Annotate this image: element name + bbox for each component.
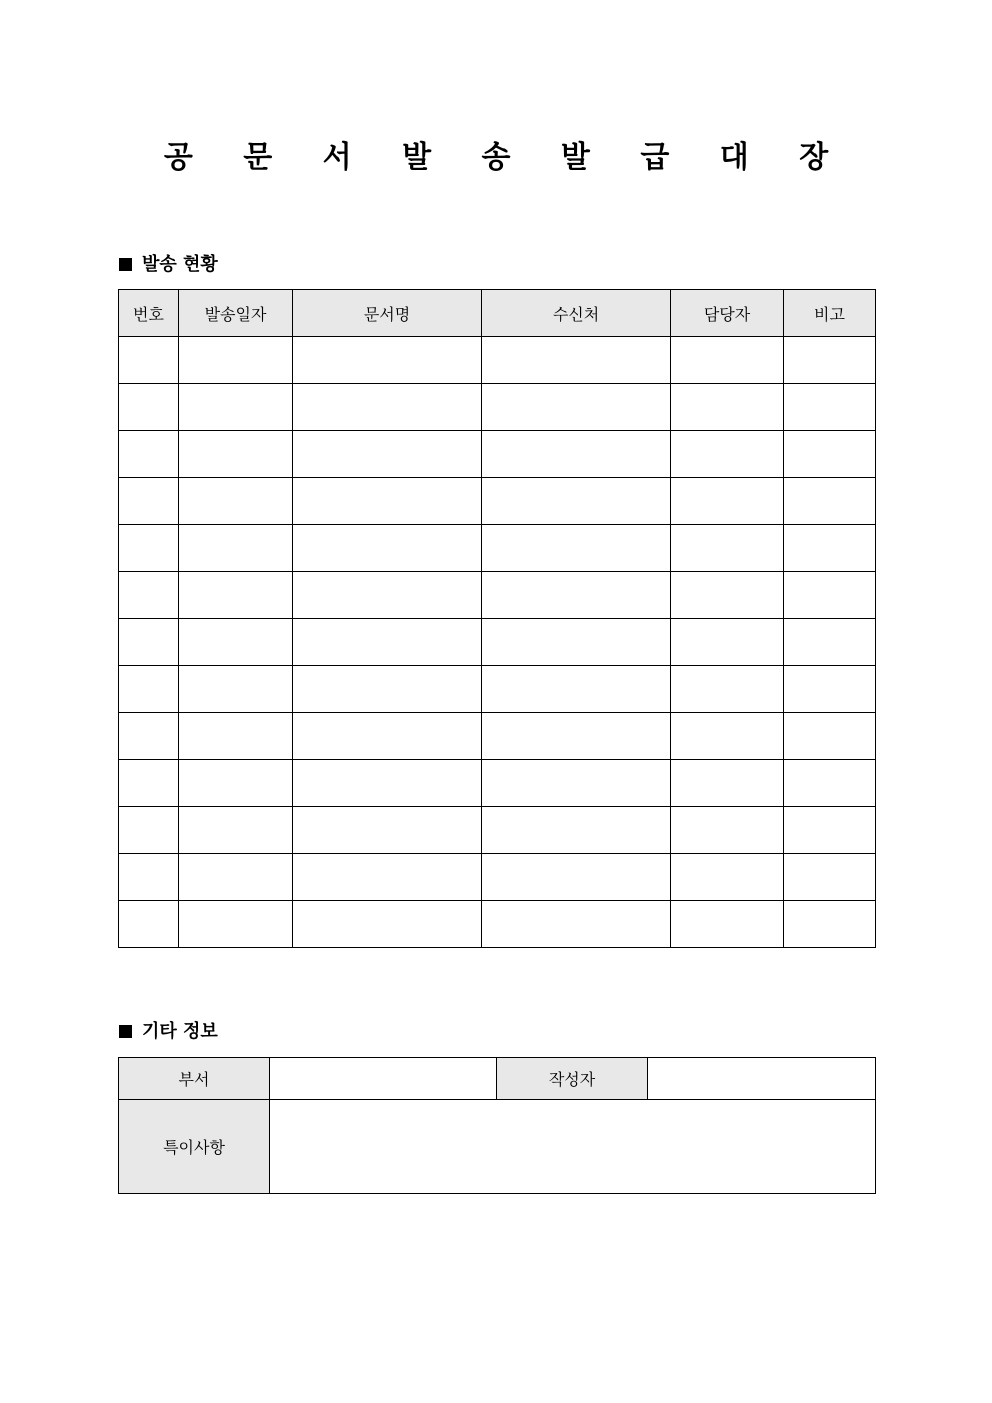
- cell-person-in-charge[interactable]: [671, 666, 784, 713]
- cell-document-name[interactable]: [293, 854, 482, 901]
- cell-dispatch-date[interactable]: [179, 572, 293, 619]
- remarks-label: 특이사항: [119, 1100, 270, 1194]
- cell-dispatch-date[interactable]: [179, 619, 293, 666]
- cell-remarks[interactable]: [784, 760, 876, 807]
- table-row: [119, 1058, 876, 1100]
- cell-document-name[interactable]: [293, 619, 482, 666]
- cell-document-name[interactable]: [293, 431, 482, 478]
- cell-number[interactable]: [119, 431, 179, 478]
- square-bullet-icon: [119, 258, 132, 271]
- table-row: [119, 1100, 876, 1194]
- table-row: [119, 478, 876, 525]
- cell-number[interactable]: [119, 854, 179, 901]
- cell-recipient[interactable]: [482, 384, 671, 431]
- table-row: [119, 854, 876, 901]
- cell-person-in-charge[interactable]: [671, 713, 784, 760]
- cell-person-in-charge[interactable]: [671, 901, 784, 948]
- table-row: [119, 431, 876, 478]
- table-row: [119, 760, 876, 807]
- table-row: [119, 337, 876, 384]
- cell-person-in-charge[interactable]: [671, 572, 784, 619]
- section-heading-dispatch: [119, 253, 218, 277]
- table-row: [119, 525, 876, 572]
- cell-number[interactable]: [119, 713, 179, 760]
- cell-document-name[interactable]: [293, 807, 482, 854]
- remarks-field[interactable]: [270, 1100, 876, 1194]
- cell-document-name[interactable]: [293, 337, 482, 384]
- section-heading-other-label: 기타 정보: [142, 1021, 218, 1042]
- table-row: [119, 901, 876, 948]
- page-title: 공 문 서 발 송 발 급 대 장: [163, 140, 849, 175]
- cell-recipient[interactable]: [482, 572, 671, 619]
- cell-remarks[interactable]: [784, 525, 876, 572]
- cell-dispatch-date[interactable]: [179, 431, 293, 478]
- cell-number[interactable]: [119, 666, 179, 713]
- author-field[interactable]: [648, 1058, 876, 1100]
- cell-recipient[interactable]: [482, 666, 671, 713]
- cell-number[interactable]: [119, 619, 179, 666]
- table-row: [119, 384, 876, 431]
- cell-number[interactable]: [119, 384, 179, 431]
- cell-remarks[interactable]: [784, 901, 876, 948]
- table-row: [119, 619, 876, 666]
- column-header-person-in-charge: 담당자: [671, 290, 784, 337]
- cell-remarks[interactable]: [784, 854, 876, 901]
- cell-dispatch-date[interactable]: [179, 854, 293, 901]
- author-label: 작성자: [497, 1058, 648, 1100]
- cell-remarks[interactable]: [784, 713, 876, 760]
- cell-document-name[interactable]: [293, 713, 482, 760]
- cell-recipient[interactable]: [482, 478, 671, 525]
- cell-person-in-charge[interactable]: [671, 431, 784, 478]
- cell-recipient[interactable]: [482, 525, 671, 572]
- cell-dispatch-date[interactable]: [179, 478, 293, 525]
- cell-dispatch-date[interactable]: [179, 807, 293, 854]
- cell-remarks[interactable]: [784, 431, 876, 478]
- cell-remarks[interactable]: [784, 807, 876, 854]
- column-header-recipient: 수신처: [482, 290, 671, 337]
- cell-recipient[interactable]: [482, 760, 671, 807]
- cell-document-name[interactable]: [293, 666, 482, 713]
- section-heading-other: [119, 1020, 218, 1044]
- cell-dispatch-date[interactable]: [179, 384, 293, 431]
- section-heading-dispatch-label: 발송 현황: [142, 254, 218, 275]
- cell-person-in-charge[interactable]: [671, 807, 784, 854]
- dispatch-log-table: [118, 289, 876, 948]
- table-header-row: [119, 290, 876, 337]
- square-bullet-icon: [119, 1025, 132, 1038]
- cell-number[interactable]: [119, 807, 179, 854]
- cell-document-name[interactable]: [293, 478, 482, 525]
- cell-dispatch-date[interactable]: [179, 901, 293, 948]
- cell-number[interactable]: [119, 901, 179, 948]
- cell-remarks[interactable]: [784, 384, 876, 431]
- cell-recipient[interactable]: [482, 901, 671, 948]
- cell-person-in-charge[interactable]: [671, 384, 784, 431]
- cell-remarks[interactable]: [784, 478, 876, 525]
- cell-recipient[interactable]: [482, 807, 671, 854]
- cell-recipient[interactable]: [482, 431, 671, 478]
- cell-document-name[interactable]: [293, 760, 482, 807]
- cell-remarks[interactable]: [784, 666, 876, 713]
- department-field[interactable]: [270, 1058, 497, 1100]
- cell-remarks[interactable]: [784, 619, 876, 666]
- cell-recipient[interactable]: [482, 337, 671, 384]
- cell-recipient[interactable]: [482, 854, 671, 901]
- department-label: 부서: [119, 1058, 270, 1100]
- other-info-table: [118, 1057, 876, 1194]
- cell-document-name[interactable]: [293, 525, 482, 572]
- column-header-document-name: 문서명: [293, 290, 482, 337]
- column-header-number: 번호: [119, 290, 179, 337]
- cell-dispatch-date[interactable]: [179, 337, 293, 384]
- table-row: [119, 807, 876, 854]
- cell-dispatch-date[interactable]: [179, 666, 293, 713]
- column-header-remarks: 비고: [784, 290, 876, 337]
- cell-person-in-charge[interactable]: [671, 760, 784, 807]
- cell-number[interactable]: [119, 337, 179, 384]
- cell-person-in-charge[interactable]: [671, 478, 784, 525]
- cell-number[interactable]: [119, 572, 179, 619]
- cell-person-in-charge[interactable]: [671, 854, 784, 901]
- cell-remarks[interactable]: [784, 337, 876, 384]
- column-header-dispatch-date: 발송일자: [179, 290, 293, 337]
- cell-person-in-charge[interactable]: [671, 337, 784, 384]
- cell-document-name[interactable]: [293, 384, 482, 431]
- cell-number[interactable]: [119, 760, 179, 807]
- cell-number[interactable]: [119, 525, 179, 572]
- cell-document-name[interactable]: [293, 572, 482, 619]
- cell-dispatch-date[interactable]: [179, 525, 293, 572]
- table-row: [119, 713, 876, 760]
- cell-dispatch-date[interactable]: [179, 713, 293, 760]
- cell-recipient[interactable]: [482, 713, 671, 760]
- cell-person-in-charge[interactable]: [671, 525, 784, 572]
- cell-dispatch-date[interactable]: [179, 760, 293, 807]
- table-row: [119, 666, 876, 713]
- cell-document-name[interactable]: [293, 901, 482, 948]
- cell-number[interactable]: [119, 478, 179, 525]
- cell-person-in-charge[interactable]: [671, 619, 784, 666]
- table-row: [119, 572, 876, 619]
- cell-recipient[interactable]: [482, 619, 671, 666]
- cell-remarks[interactable]: [784, 572, 876, 619]
